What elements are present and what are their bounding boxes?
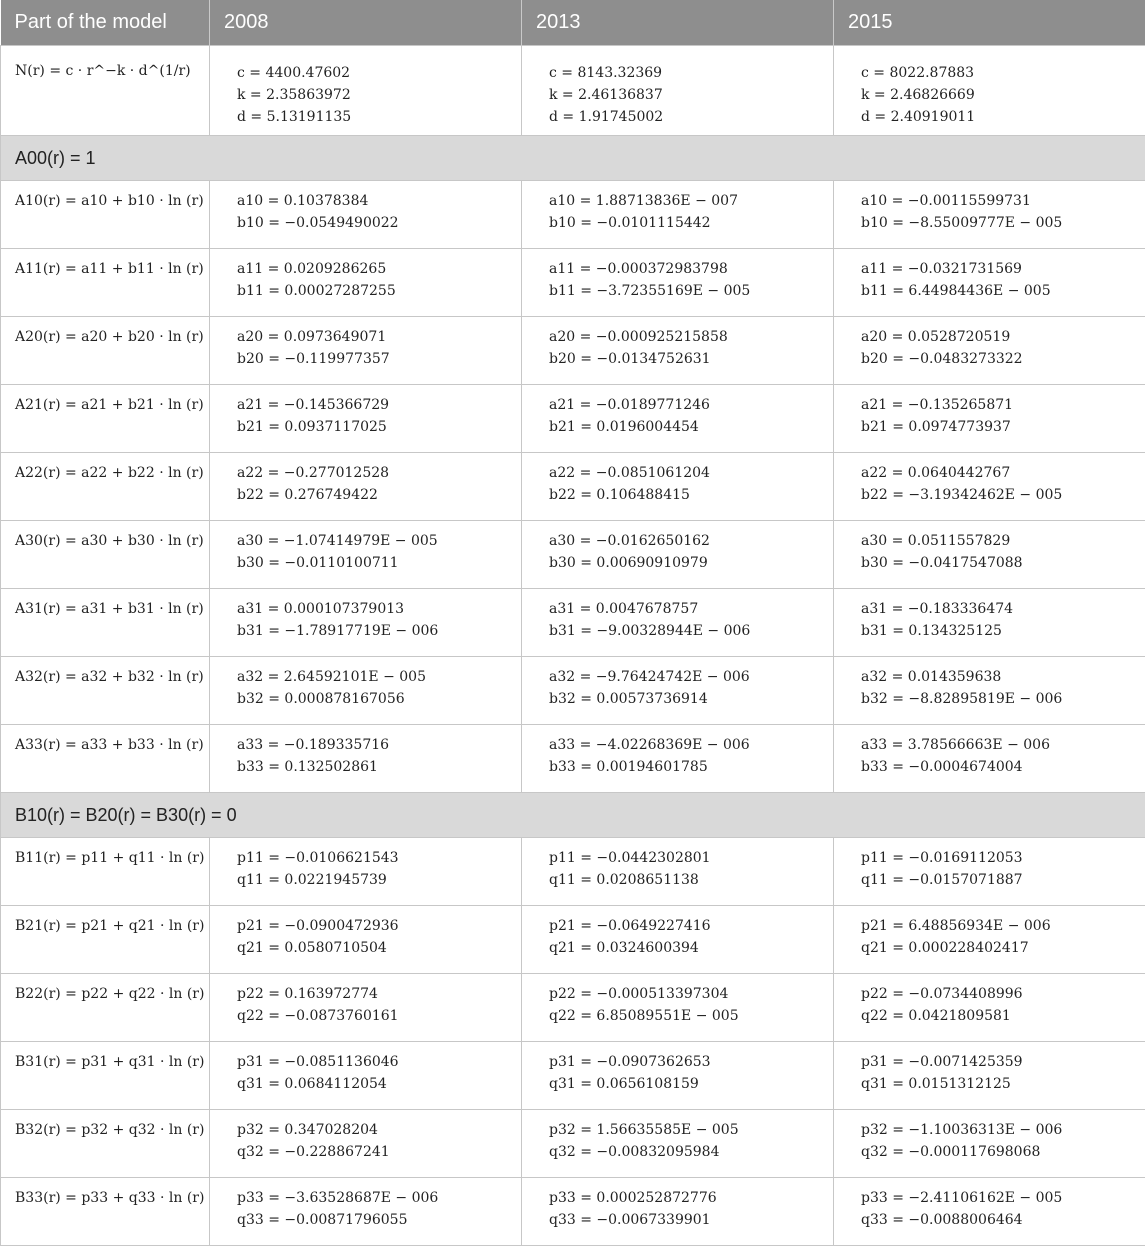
parameter-value: b21 = 0.0196004454	[549, 416, 823, 438]
parameter-value: b30 = −0.0110100711	[237, 552, 511, 574]
cell-2015	[834, 1109, 1145, 1177]
parameter-value: a31 = 0.000107379013	[237, 598, 511, 620]
formula-text: A31(r) = a31 + b31 · ln (r)	[15, 601, 204, 617]
cell-2013	[522, 180, 834, 248]
cell-2008	[210, 1109, 522, 1177]
parameter-value: p21 = −0.0900472936	[237, 915, 511, 937]
model-formula	[1, 656, 210, 724]
parameter-value: p22 = −0.000513397304	[549, 983, 823, 1005]
cell-2015	[834, 384, 1145, 452]
parameter-value: a32 = 2.64592101E − 005	[237, 666, 511, 688]
cell-2013	[522, 837, 834, 905]
header-2015: 2015	[834, 0, 1145, 45]
parameter-value: b30 = −0.0417547088	[861, 552, 1135, 574]
parameter-value: b11 = −3.72355169E − 005	[549, 280, 823, 302]
parameter-value: b10 = −8.55009777E − 005	[861, 212, 1135, 234]
cell-2015	[834, 973, 1145, 1041]
cell-2013	[522, 520, 834, 588]
parameter-value: p31 = −0.0851136046	[237, 1051, 511, 1073]
cell-2013	[522, 452, 834, 520]
cell-2008	[210, 905, 522, 973]
cell-2008	[210, 1041, 522, 1109]
parameter-value: b33 = 0.00194601785	[549, 756, 823, 778]
formula-text: A20(r) = a20 + b20 · ln (r)	[15, 329, 204, 345]
parameter-value: p33 = 0.000252872776	[549, 1187, 823, 1209]
cell-2015	[834, 452, 1145, 520]
model-formula	[1, 724, 210, 792]
model-formula	[1, 316, 210, 384]
cell-2013	[522, 656, 834, 724]
cell-2008	[210, 656, 522, 724]
model-formula	[1, 1177, 210, 1245]
cell-2013	[522, 724, 834, 792]
parameter-value: a10 = 0.10378384	[237, 190, 511, 212]
parameter-value: a20 = 0.0973649071	[237, 326, 511, 348]
header-2013: 2013	[522, 0, 834, 45]
parameter-value: q32 = −0.228867241	[237, 1141, 511, 1163]
parameter-value: a31 = 0.0047678757	[549, 598, 823, 620]
formula-text: B22(r) = p22 + q22 · ln (r)	[15, 986, 204, 1002]
parameter-value: q11 = −0.0157071887	[861, 869, 1135, 891]
parameter-value: q22 = 6.85089551E − 005	[549, 1005, 823, 1027]
cell-2013	[522, 588, 834, 656]
parameter-value: p31 = −0.0907362653	[549, 1051, 823, 1073]
table-row	[1, 248, 1145, 316]
parameter-value: p22 = −0.0734408996	[861, 983, 1135, 1005]
parameter-value: b32 = 0.00573736914	[549, 688, 823, 710]
parameter-value: p33 = −2.41106162E − 005	[861, 1187, 1135, 1209]
table-row	[1, 1177, 1145, 1245]
parameter-value: q33 = −0.0088006464	[861, 1209, 1135, 1231]
formula-text: A32(r) = a32 + b32 · ln (r)	[15, 669, 204, 685]
cell-2013	[522, 384, 834, 452]
section-b-label: B10(r) = B20(r) = B30(r) = 0	[1, 792, 1145, 837]
parameter-value: p11 = −0.0169112053	[861, 847, 1135, 869]
table-row	[1, 452, 1145, 520]
table-row	[1, 180, 1145, 248]
formula-text: B32(r) = p32 + q32 · ln (r)	[15, 1122, 204, 1138]
model-formula	[1, 384, 210, 452]
table-row	[1, 384, 1145, 452]
parameter-value: q21 = 0.0580710504	[237, 937, 511, 959]
cell-2013	[522, 1041, 834, 1109]
table-row	[1, 724, 1145, 792]
section-row-b	[1, 792, 1145, 837]
parameter-value: q22 = 0.0421809581	[861, 1005, 1135, 1027]
parameter-value: p31 = −0.0071425359	[861, 1051, 1135, 1073]
cell-2015	[834, 248, 1145, 316]
cell-2008	[210, 384, 522, 452]
parameter-value: b32 = 0.000878167056	[237, 688, 511, 710]
cell-2015	[834, 656, 1145, 724]
parameter-value: q11 = 0.0208651138	[549, 869, 823, 891]
parameter-value: a30 = −0.0162650162	[549, 530, 823, 552]
table-body	[1, 45, 1145, 1245]
parameter-value: b33 = 0.132502861	[237, 756, 511, 778]
model-formula	[1, 837, 210, 905]
cell-2008	[210, 1177, 522, 1245]
parameter-value: b31 = −9.00328944E − 006	[549, 620, 823, 642]
cell-2013	[522, 248, 834, 316]
parameter-value: b10 = −0.0549490022	[237, 212, 511, 234]
parameter-value: a21 = −0.0189771246	[549, 394, 823, 416]
cell-2015	[834, 180, 1145, 248]
parameter-value: q11 = 0.0221945739	[237, 869, 511, 891]
parameter-value: b21 = 0.0937117025	[237, 416, 511, 438]
table-row	[1, 316, 1145, 384]
model-formula	[1, 588, 210, 656]
cell-2008	[210, 837, 522, 905]
parameter-value: b11 = 0.00027287255	[237, 280, 511, 302]
parameter-value: p21 = −0.0649227416	[549, 915, 823, 937]
cell-2008: c = 4400.47602 k = 2.35863972 d = 5.13191135	[210, 45, 522, 135]
parameter-value: q22 = −0.0873760161	[237, 1005, 511, 1027]
parameter-value: a20 = 0.0528720519	[861, 326, 1135, 348]
parameter-value: q32 = −0.00832095984	[549, 1141, 823, 1163]
formula-text: A30(r) = a30 + b30 · ln (r)	[15, 533, 204, 549]
parameter-value: a10 = 1.88713836E − 007	[549, 190, 823, 212]
parameter-value: p11 = −0.0106621543	[237, 847, 511, 869]
cell-2008	[210, 973, 522, 1041]
cell-2008	[210, 588, 522, 656]
formula-text: B33(r) = p33 + q33 · ln (r)	[15, 1190, 204, 1206]
formula-text: B31(r) = p31 + q31 · ln (r)	[15, 1054, 204, 1070]
parameter-value: a11 = −0.000372983798	[549, 258, 823, 280]
parameter-value: b22 = −3.19342462E − 005	[861, 484, 1135, 506]
parameter-value: a30 = 0.0511557829	[861, 530, 1135, 552]
parameter-value: a11 = 0.0209286265	[237, 258, 511, 280]
parameter-value: q33 = −0.0067339901	[549, 1209, 823, 1231]
cell-2015	[834, 724, 1145, 792]
parameter-value: b20 = −0.0134752631	[549, 348, 823, 370]
parameter-value: b22 = 0.106488415	[549, 484, 823, 506]
parameter-value: p22 = 0.163972774	[237, 983, 511, 1005]
formula-text: A22(r) = a22 + b22 · ln (r)	[15, 465, 204, 481]
parameter-value: b33 = −0.0004674004	[861, 756, 1135, 778]
cell-2015	[834, 588, 1145, 656]
cell-2015	[834, 1041, 1145, 1109]
formula-text: B11(r) = p11 + q11 · ln (r)	[15, 850, 204, 866]
section-a-label: A00(r) = 1	[1, 135, 1145, 180]
parameter-value: a10 = −0.00115599731	[861, 190, 1135, 212]
cell-2013	[522, 316, 834, 384]
parameter-value: p32 = 1.56635585E − 005	[549, 1119, 823, 1141]
cell-2008	[210, 724, 522, 792]
table-row	[1, 1041, 1145, 1109]
cell-2015	[834, 316, 1145, 384]
cell-2013: c = 8143.32369 k = 2.46136837 d = 1.91745002	[522, 45, 834, 135]
parameter-value: p11 = −0.0442302801	[549, 847, 823, 869]
parameter-value: q33 = −0.00871796055	[237, 1209, 511, 1231]
cell-2015	[834, 837, 1145, 905]
model-formula	[1, 1041, 210, 1109]
cell-2015	[834, 905, 1145, 973]
table-row	[1, 837, 1145, 905]
model-formula	[1, 248, 210, 316]
header-2008: 2008	[210, 0, 522, 45]
parameter-value: q21 = 0.000228402417	[861, 937, 1135, 959]
parameter-value: a21 = −0.135265871	[861, 394, 1135, 416]
parameter-value: a31 = −0.183336474	[861, 598, 1135, 620]
parameter-value: b20 = −0.119977357	[237, 348, 511, 370]
cell-2015: c = 8022.87883 k = 2.46826669 d = 2.40919011	[834, 45, 1145, 135]
parameter-value: b10 = −0.0101115442	[549, 212, 823, 234]
parameter-value: a32 = 0.014359638	[861, 666, 1135, 688]
model-formula	[1, 452, 210, 520]
formula-text: A21(r) = a21 + b21 · ln (r)	[15, 397, 204, 413]
parameter-value: p32 = −1.10036313E − 006	[861, 1119, 1135, 1141]
parameter-value: q31 = 0.0151312125	[861, 1073, 1135, 1095]
model-formula	[1, 973, 210, 1041]
parameter-value: b31 = −1.78917719E − 006	[237, 620, 511, 642]
cell-2013	[522, 1177, 834, 1245]
cell-2015	[834, 520, 1145, 588]
parameter-value: b20 = −0.0483273322	[861, 348, 1135, 370]
cell-2008	[210, 248, 522, 316]
formula-text: A10(r) = a10 + b10 · ln (r)	[15, 193, 204, 209]
parameter-value: p21 = 6.48856934E − 006	[861, 915, 1135, 937]
table-row	[1, 1109, 1145, 1177]
header-model: Part of the model	[1, 0, 210, 45]
formula-text: A33(r) = a33 + b33 · ln (r)	[15, 737, 204, 753]
parameter-value: q31 = 0.0684112054	[237, 1073, 511, 1095]
section-row-a	[1, 135, 1145, 180]
formula-text: B21(r) = p21 + q21 · ln (r)	[15, 918, 204, 934]
cell-2008	[210, 452, 522, 520]
cell-2008	[210, 316, 522, 384]
parameter-value: p33 = −3.63528687E − 006	[237, 1187, 511, 1209]
parameter-value: a33 = 3.78566663E − 006	[861, 734, 1135, 756]
parameter-value: b22 = 0.276749422	[237, 484, 511, 506]
table-row	[1, 905, 1145, 973]
parameter-value: p32 = 0.347028204	[237, 1119, 511, 1141]
parameter-value: a33 = −4.02268369E − 006	[549, 734, 823, 756]
cell-2013	[522, 905, 834, 973]
parameter-value: a22 = −0.0851061204	[549, 462, 823, 484]
parameter-value: q21 = 0.0324600394	[549, 937, 823, 959]
cell-2013	[522, 1109, 834, 1177]
model-formula	[1, 905, 210, 973]
cell-2008	[210, 520, 522, 588]
table-row	[1, 588, 1145, 656]
table-row	[1, 520, 1145, 588]
model-formula	[1, 520, 210, 588]
parameter-value: b30 = 0.00690910979	[549, 552, 823, 574]
table-row	[1, 45, 1145, 135]
parameter-value: b32 = −8.82895819E − 006	[861, 688, 1135, 710]
formula-text: A11(r) = a11 + b11 · ln (r)	[15, 261, 204, 277]
parameter-value: q31 = 0.0656108159	[549, 1073, 823, 1095]
parameter-value: b11 = 6.44984436E − 005	[861, 280, 1135, 302]
parameter-value: q32 = −0.000117698068	[861, 1141, 1135, 1163]
parameter-value: a21 = −0.145366729	[237, 394, 511, 416]
parameter-value: a22 = 0.0640442767	[861, 462, 1135, 484]
cell-2013	[522, 973, 834, 1041]
parameter-value: a32 = −9.76424742E − 006	[549, 666, 823, 688]
parameter-value: a30 = −1.07414979E − 005	[237, 530, 511, 552]
model-formula: N(r) = c · r^−k · d^(1/r)	[1, 45, 210, 135]
table-row	[1, 656, 1145, 724]
parameter-value: a20 = −0.000925215858	[549, 326, 823, 348]
parameter-value: a33 = −0.189335716	[237, 734, 511, 756]
model-formula	[1, 1109, 210, 1177]
parameter-value: b31 = 0.134325125	[861, 620, 1135, 642]
table-header	[1, 0, 1145, 45]
cell-2008	[210, 180, 522, 248]
cell-2015	[834, 1177, 1145, 1245]
table-row	[1, 973, 1145, 1041]
model-formula	[1, 180, 210, 248]
parameter-value: a11 = −0.0321731569	[861, 258, 1135, 280]
parameter-value: a22 = −0.277012528	[237, 462, 511, 484]
parameter-value: b21 = 0.0974773937	[861, 416, 1135, 438]
